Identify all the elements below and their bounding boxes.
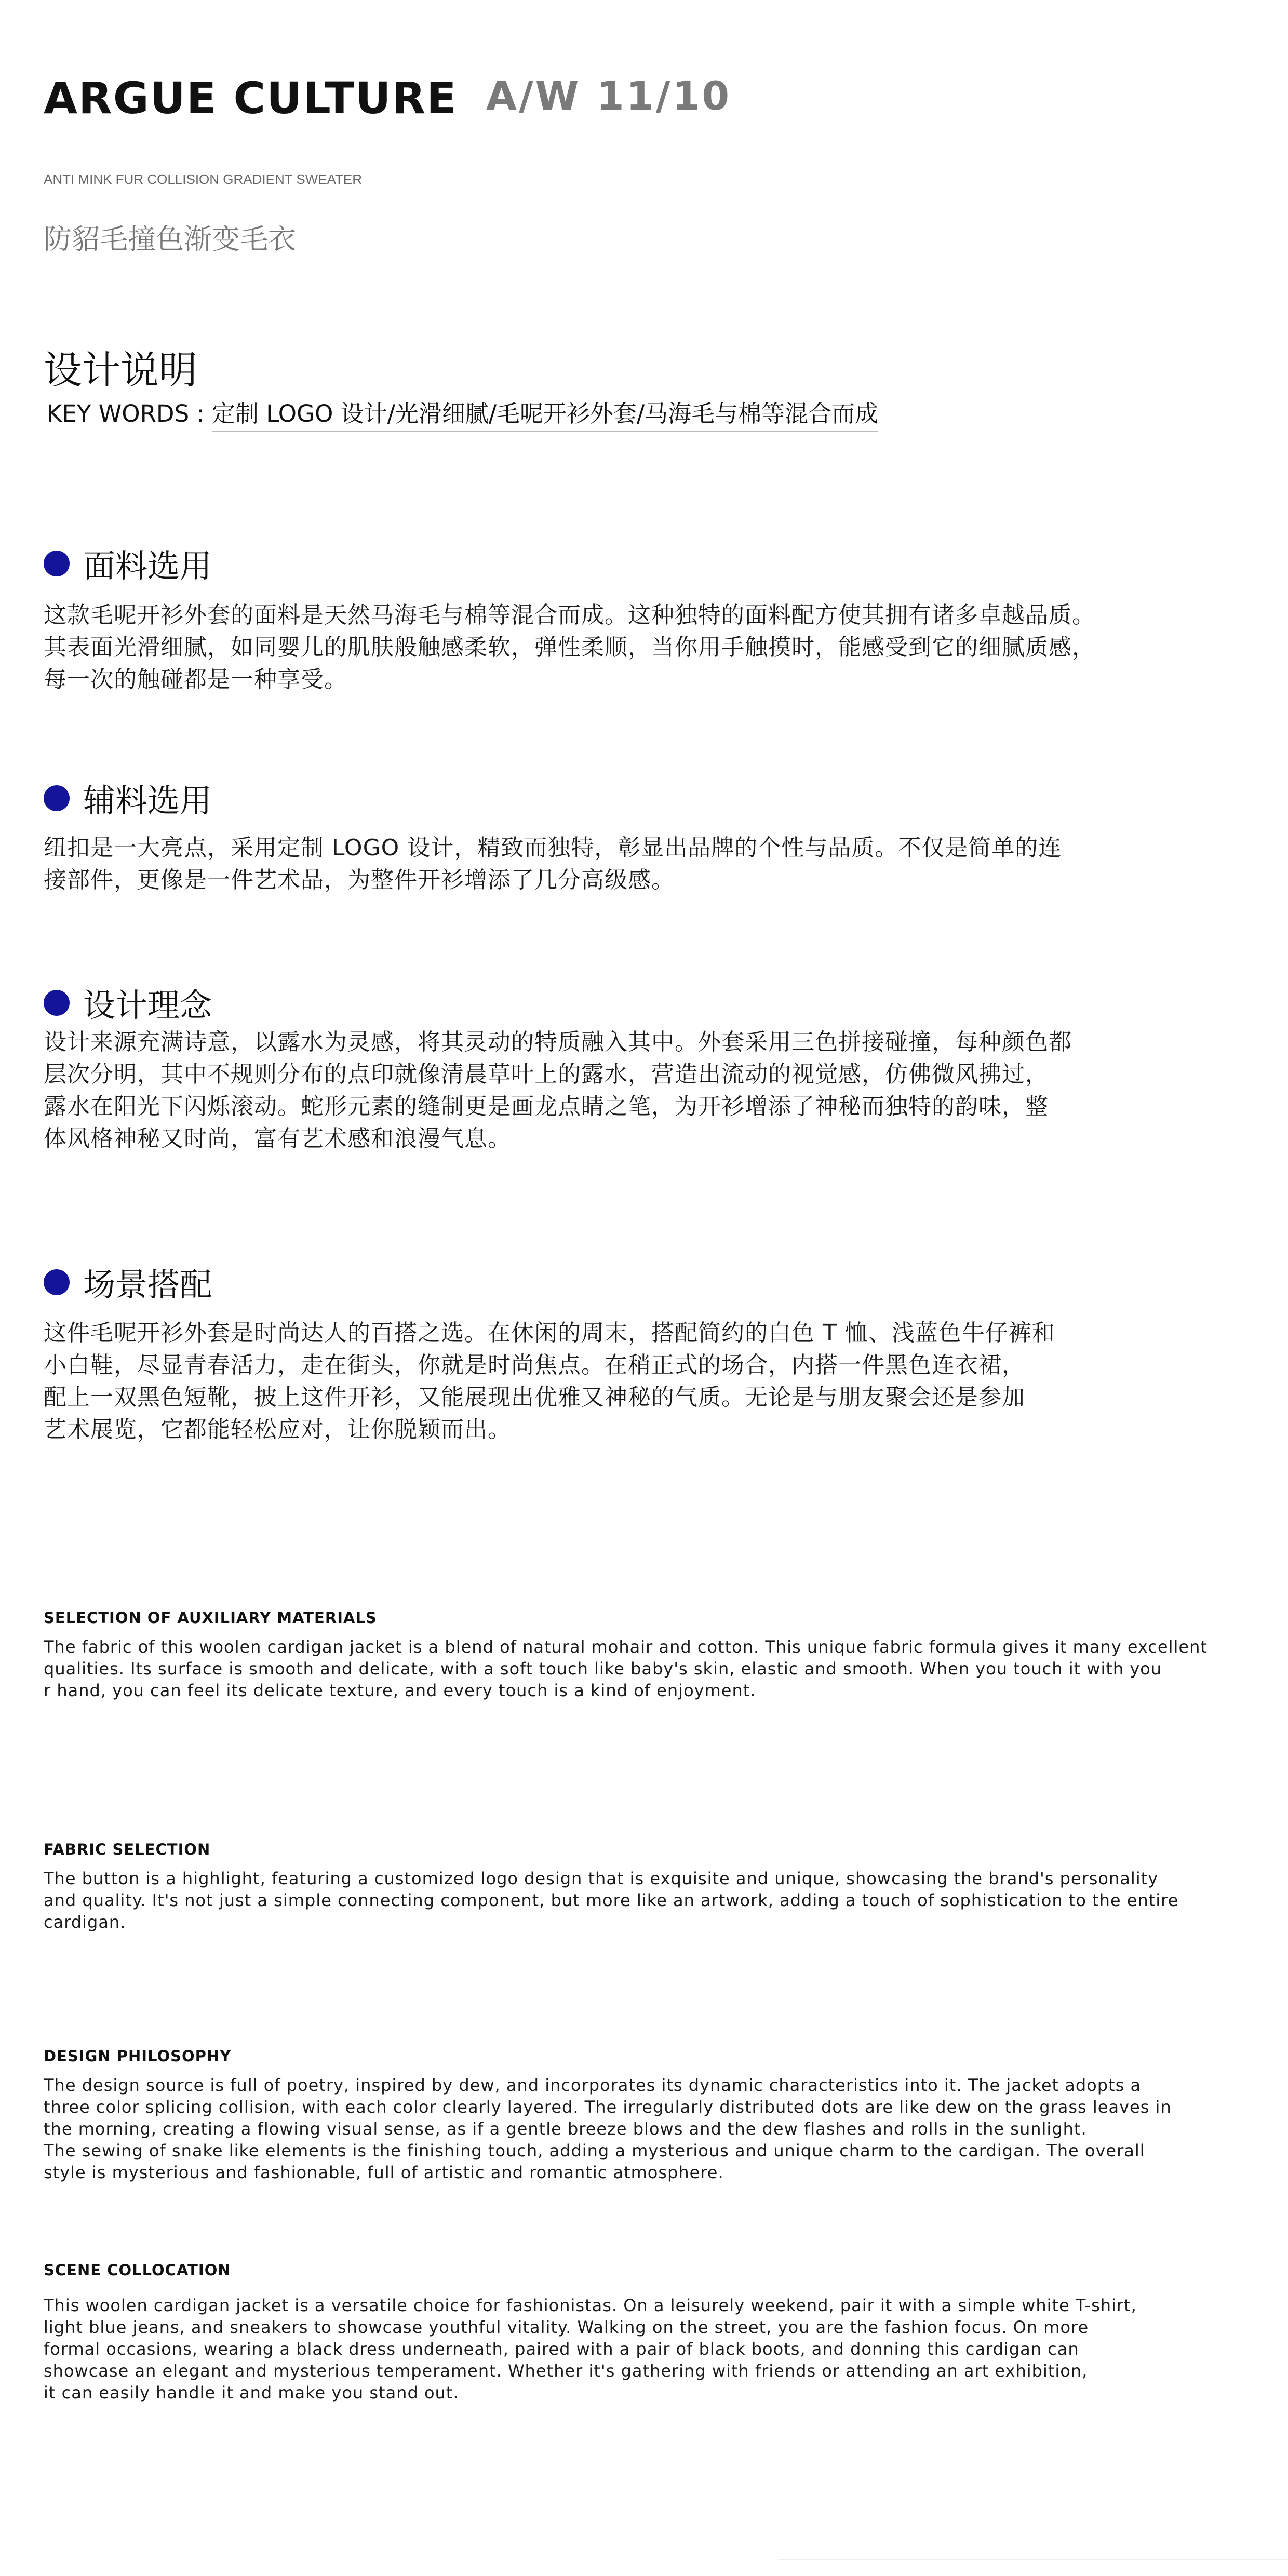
paragraph-line: 体风格神秘又时尚，富有艺术感和浪漫气息。	[44, 1125, 511, 1152]
bullet-icon	[44, 1269, 70, 1295]
paragraph-line: 其表面光滑细腻，如同婴儿的肌肤般触感柔软，弹性柔顺，当你用手触摸时，能感受到它的细腻质感，	[44, 634, 1095, 661]
paragraph-line: formal occasions, wearing a black dress underneath, paired with a pair of black boots, and donning this cardigan can	[44, 2339, 1079, 2359]
product-subtitle-en: ANTI MINK FUR COLLISION GRADIENT SWEATER	[44, 171, 362, 187]
paragraph-line: 小白鞋，尽显青春活力，走在街头，你就是时尚焦点。在稍正式的场合，内搭一件黑色连衣裙，	[44, 1352, 1025, 1378]
paragraph-line: 纽扣是一大亮点，采用定制 LOGO 设计，精致而独特，彰显出品牌的个性与品质。不仅是简单的连	[44, 835, 1062, 861]
paragraph-line: 露水在阳光下闪烁滚动。蛇形元素的缝制更是画龙点睛之笔，为开衫增添了神秘而独特的韵味，整	[44, 1093, 1049, 1120]
en-section-heading-philosophy: DESIGN PHILOSOPHY	[44, 2047, 232, 2065]
en-section-body-philosophy	[44, 2074, 1172, 2183]
zh-section-body-fabric	[44, 599, 1254, 696]
paragraph-line: 接部件，更像是一件艺术品，为整件开衫增添了几分高级感。	[44, 867, 675, 893]
zh-section-heading-scene	[44, 1259, 212, 1305]
paragraph-line: 层次分明，其中不规则分布的点印就像清晨草叶上的露水，营造出流动的视觉感，仿佛微风拂过，	[44, 1061, 1049, 1088]
paragraph-line: three color splicing collision, with each color clearly layered. The irregularly distributed dots are like dew on the grass leaves in	[44, 2097, 1172, 2117]
zh-section-title: 设计理念	[83, 986, 212, 1024]
bullet-icon	[44, 990, 70, 1016]
paragraph-line: 配上一双黑色短靴，披上这件开衫，又能展现出优雅又神秘的气质。无论是与朋友聚会还是参加	[44, 1384, 1025, 1411]
footer-divider	[779, 2559, 1288, 2560]
zh-section-title: 辅料选用	[83, 782, 212, 820]
zh-section-heading-fabric	[44, 540, 212, 586]
paragraph-line: style is mysterious and fashionable, full of artistic and romantic atmosphere.	[44, 2163, 724, 2182]
zh-section-body-auxiliary	[44, 832, 1254, 896]
en-section-body-scene	[44, 2295, 1137, 2404]
paragraph-line: The button is a highlight, featuring a customized logo design that is exquisite and unique, showcasing the brand's personality	[44, 1869, 1159, 1888]
zh-section-heading-philosophy	[44, 980, 212, 1026]
keywords-line	[47, 395, 878, 428]
paragraph-line: cardigan.	[44, 1912, 126, 1932]
paragraph-line: it can easily handle it and make you stand out.	[44, 2383, 459, 2403]
paragraph-line: qualities. Its surface is smooth and delicate, with a soft touch like baby's skin, elastic and smooth. When you touch it with you	[44, 1659, 1162, 1679]
en-section-body-fabric	[44, 1868, 1178, 1933]
paragraph-line: showcase an elegant and mysterious temperament. Whether it's gathering with friends or attending an art exhibition,	[44, 2361, 1088, 2381]
product-subtitle-zh: 防貂毛撞色渐变毛衣	[44, 223, 296, 256]
paragraph-line: 设计来源充满诗意，以露水为灵感，将其灵动的特质融入其中。外套采用三色拼接碰撞，每种颜色都	[44, 1029, 1072, 1055]
paragraph-line: 艺术展览，它都能轻松应对，让你脱颖而出。	[44, 1416, 511, 1443]
paragraph-line: light blue jeans, and sneakers to showcase youthful vitality. Walking on the street, you are the fashion focus. On more	[44, 2317, 1089, 2337]
design-description-title: 设计说明	[44, 348, 197, 393]
paragraph-line: and quality. It's not just a simple connecting component, but more like an artwork, adding a touch of sophistication to the entire	[44, 1890, 1179, 1910]
paragraph-line: r hand, you can feel its delicate texture, and every touch is a kind of enjoyment.	[44, 1681, 756, 1700]
paragraph-line: the morning, creating a flowing visual sense, as if a gentle breeze blows and the dew flashes and rolls in the sunlight.	[44, 2119, 1087, 2139]
zh-section-body-philosophy	[44, 1026, 1254, 1155]
paragraph-line: This woolen cardigan jacket is a versatile choice for fashionistas. On a leisurely weekend, pair it with a simple white T-shirt,	[44, 2296, 1137, 2315]
en-section-heading-scene: SCENE COLLOCATION	[44, 2261, 231, 2279]
en-section-heading-fabric: FABRIC SELECTION	[44, 1841, 211, 1858]
paragraph-line: 这件毛呢开衫外套是时尚达人的百搭之选。在休闲的周末，搭配简约的白色 T 恤、浅蓝色牛仔裤和	[44, 1320, 1055, 1346]
paragraph-line: The fabric of this woolen cardigan jacket is a blend of natural mohair and cotton. This unique fabric formula gives it many excellent	[44, 1637, 1208, 1657]
zh-section-title: 场景搭配	[83, 1266, 212, 1304]
bullet-icon	[44, 551, 70, 576]
bullet-icon	[44, 785, 70, 811]
season-label: A/W 11/10	[486, 73, 732, 119]
zh-section-title: 面料选用	[83, 547, 212, 585]
en-section-body-auxiliary	[44, 1636, 1208, 1701]
paragraph-line: 每一次的触碰都是一种享受。	[44, 666, 347, 693]
en-section-heading-auxiliary: SELECTION OF AUXILIARY MATERIALS	[44, 1609, 377, 1627]
zh-section-body-scene	[44, 1317, 1254, 1446]
keywords-value: 定制 LOGO 设计/光滑细腻/毛呢开衫外套/马海毛与棉等混合而成	[212, 400, 878, 432]
brand-title: ARGUE CULTURE	[44, 73, 458, 124]
paragraph-line: The design source is full of poetry, inspired by dew, and incorporates its dynamic characteristics into it. The jacket adopts a	[44, 2075, 1142, 2095]
zh-section-heading-auxiliary	[44, 775, 212, 821]
paragraph-line: The sewing of snake like elements is the finishing touch, adding a mysterious and unique charm to the cardigan. The overall	[44, 2141, 1145, 2161]
paragraph-line: 这款毛呢开衫外套的面料是天然马海毛与棉等混合而成。这种独特的面料配方使其拥有诸多卓越品质。	[44, 602, 1095, 628]
keywords-prefix: KEY WORDS :	[47, 400, 212, 427]
